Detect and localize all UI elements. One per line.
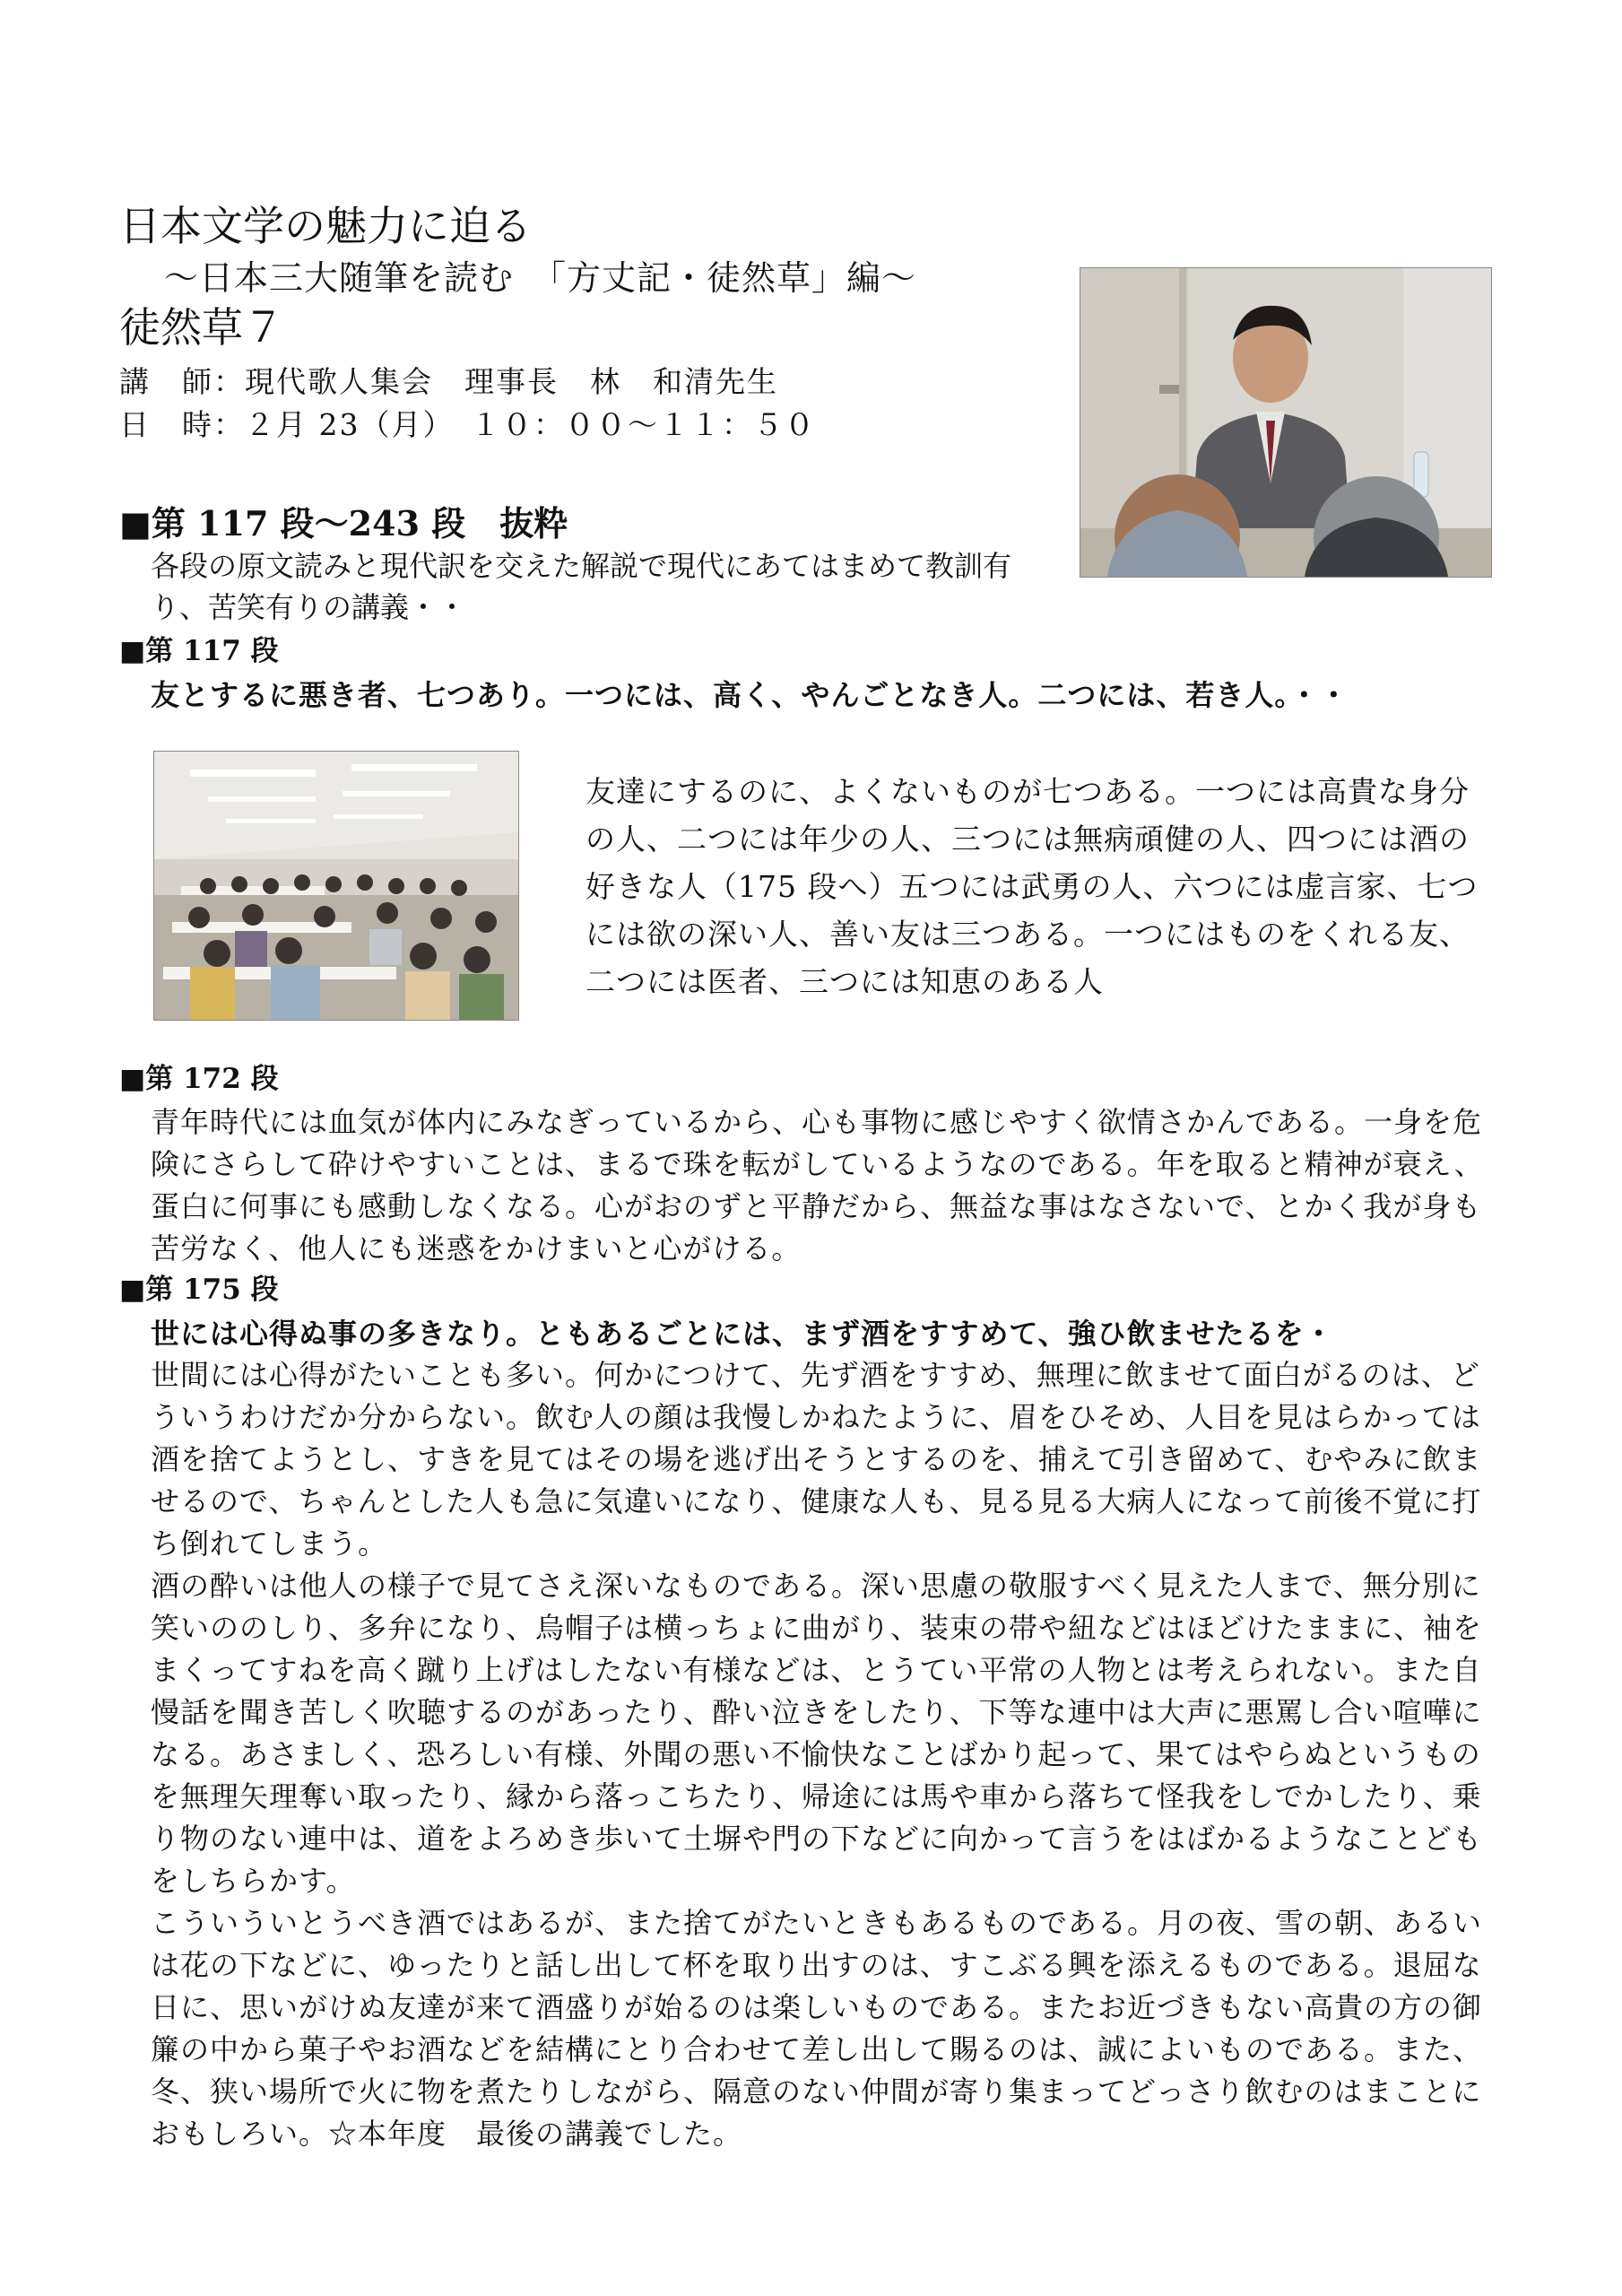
page-subtitle: ～日本三大随筆を読む 「方丈記・徒然草」編～ xyxy=(164,258,917,298)
dan117-heading: ■第 117 段 xyxy=(119,635,279,667)
dan175-original: 世には心得ぬ事の多きなり。ともあるごとには、まず酒をすすめて、強ひ飲ませたるを・ xyxy=(151,1317,1334,1351)
lecturer-photo xyxy=(1080,267,1492,578)
lecturer-line: 講 師：現代歌人集会 理事長 林 和清先生 xyxy=(119,364,778,399)
volume-title: 徒然草７ xyxy=(119,303,284,352)
section-heading: ■第 117 段～243 段 抜粋 xyxy=(119,503,568,544)
dan175-heading: ■第 175 段 xyxy=(119,1274,279,1306)
dan117-translation: 友達にするのに、よくないものが七つある。一つには高貴な身分の人、二つには年少の人、三つには無病頑健の人、四つには酒の好きな人（175 段へ）五つには武勇の人、六つには虚言家、七つには欲の深い人、善い友は三つある。一つにはものをくれる友、二つには医者、三つには知恵のある人 xyxy=(585,774,1479,999)
page-title: 日本文学の魅力に迫る xyxy=(119,202,532,250)
dan175-paragraph-1: 世間には心得がたいことも多い。何かにつけて、先ず酒をすすめ、無理に飲ませて面白がるのは、どういうわけだか分からない。飲む人の顔は我慢しかねたように、眉をひそめ、人目を見はらかっては酒を捨てようとし、すきを見てはその場を逃げ出そうとするのを、捕えて引き留めて、むやみに飲ませるので、ちゃんとした人も急に気違いになり、健康な人も、見る見る大病人になって前後不覚に打ち倒れてしまう。 xyxy=(151,1358,1482,1561)
dan117-original: 友とするに悪き者、七つあり。一つには、高く、やんごとなき人。二つには、若き人。・・ xyxy=(151,678,1349,712)
section-intro: 各段の原文読みと現代訳を交えた解説で現代にあてはまめて教訓有り、苦笑有りの講義・・ xyxy=(151,549,1012,624)
dan175-paragraph-2: 酒の酔いは他人の様子で見てさえ深いなものである。深い思慮の敬服すべく見えた人まで、無分別に笑いののしり、多弁になり、烏帽子は横っちょに曲がり、装束の帯や紐などはほどけたままに、袖をまくってすねを高く蹴り上げはしたない有様などは、とうてい平常の人物とは考えられない。また自慢話を聞き苦しく吹聴するのがあったり、酔い泣きをしたり、下等な連中は大声に悪罵し合い喧嘩になる。あさましく、恐ろしい有様、外聞の悪い不愉快なことばかり起って、果てはやらぬというものを無理矢理奪い取ったり、縁から落っこちたり、帰途には馬や車から落ちて怪我をしでかしたり、乗り物のない連中は、道をよろめき歩いて土塀や門の下などに向かって言うをはばかるようなことどもをしちらかす。 xyxy=(151,1569,1483,1898)
dan172-text: 青年時代には血気が体内にみなぎっているから、心も事物に感じやすく欲情さかんである。一身を危険にさらして砕けやすいことは、まるで珠を転がしているようなのである。年を取ると精神が衰え、蛋白に何事にも感動しなくなる。心がおのずと平静だから、無益な事はなさないで、とかく我が身も苦労なく、他人にも迷惑をかけまいと心がける。 xyxy=(151,1105,1484,1265)
classroom-photo xyxy=(153,751,519,1021)
dan172-heading: ■第 172 段 xyxy=(119,1063,279,1095)
dan175-body xyxy=(151,1354,1496,2155)
dan175-paragraph-3: こういういとうべき酒ではあるが、また捨てがたいときもあるものである。月の夜、雪の朝、あるいは花の下などに、ゆったりと話し出して杯を取り出すのは、すこぶる興を添えるものである。退屈な日に、思いがけぬ友達が来て酒盛りが始るのは楽しいものである。またお近づきもない高貴の方の御簾の中から菓子やお酒などを結構にとり合わせて差し出して賜るのは、誠によいものである。また、冬、狭い場所で火に物を煮たりしながら、隔意のない仲間が寄り集まってどっさり飲むのはまことにおもしろい。☆本年度 最後の講義でした。 xyxy=(151,1906,1483,2151)
datetime-line: 日 時：２月 23（月） １０：００～１１：５０ xyxy=(119,407,816,442)
